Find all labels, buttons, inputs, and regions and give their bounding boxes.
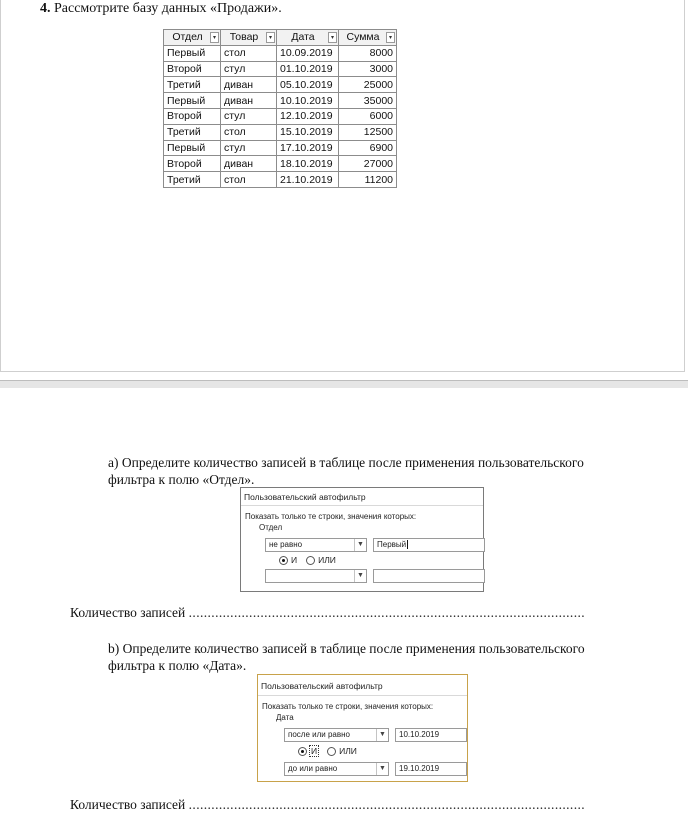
table-header-row: [164, 30, 397, 46]
field-name: Отдел: [259, 523, 283, 532]
table-row: [164, 156, 397, 172]
cell-item: стул: [221, 140, 277, 156]
cell-dept: Первый: [164, 93, 221, 109]
cell-date: 18.10.2019: [277, 156, 339, 172]
cell-dept: Второй: [164, 108, 221, 124]
cell-item: стул: [221, 108, 277, 124]
cell-sum: 8000: [339, 45, 397, 61]
and-label: И: [311, 746, 318, 756]
table-row: [164, 93, 397, 109]
answer-blank[interactable]: .........................................................................................................: [188, 797, 586, 812]
answer-line-b: [70, 797, 648, 813]
chevron-down-icon[interactable]: ▼: [376, 763, 388, 775]
condition1-select[interactable]: после или равно ▼: [284, 728, 389, 742]
dialog-title: Пользовательский автофильтр: [261, 681, 383, 691]
condition1-select[interactable]: не равно ▼: [265, 538, 367, 552]
condition2-select[interactable]: [265, 569, 367, 583]
dialog-caption: Показать только те строки, значения которых:: [245, 512, 417, 521]
question-a-line2: фильтра к полю «Отдел».: [108, 472, 255, 487]
table-row: [164, 45, 397, 61]
filter-dropdown-icon[interactable]: ▾: [386, 32, 395, 43]
task-number: 4.: [40, 1, 51, 16]
logic-radio-group: [298, 746, 357, 756]
divider: [258, 695, 467, 696]
filter-dropdown-icon[interactable]: ▾: [266, 32, 275, 43]
cell-sum: 25000: [339, 77, 397, 93]
cell-item: стул: [221, 61, 277, 77]
cell-date: 17.10.2019: [277, 140, 339, 156]
cell-item: диван: [221, 93, 277, 109]
cell-sum: 6000: [339, 108, 397, 124]
chevron-down-icon[interactable]: ▼: [354, 570, 366, 582]
question-a-line1: a) Определите количество записей в таблице после применения пользовательского: [108, 455, 584, 470]
cell-dept: Второй: [164, 156, 221, 172]
question-a: [108, 454, 648, 488]
answer-label: Количество записей: [70, 797, 186, 812]
value1-input[interactable]: 10.10.2019: [395, 728, 467, 742]
cell-dept: Первый: [164, 45, 221, 61]
header-date[interactable]: Дата ▾: [277, 30, 339, 46]
cell-date: 10.10.2019: [277, 93, 339, 109]
cell-sum: 12500: [339, 124, 397, 140]
cell-sum: 3000: [339, 61, 397, 77]
task-heading: [40, 1, 282, 17]
cell-dept: Третий: [164, 172, 221, 188]
or-radio[interactable]: [306, 556, 315, 565]
field-name: Дата: [276, 713, 294, 722]
and-radio[interactable]: [279, 556, 288, 565]
document-page-1: [0, 0, 688, 380]
header-sum[interactable]: Сумма ▾: [339, 30, 397, 46]
value1-input[interactable]: Первый: [373, 538, 485, 552]
dialog-title: Пользовательский автофильтр: [244, 492, 366, 502]
table-row: [164, 77, 397, 93]
cell-dept: Второй: [164, 61, 221, 77]
page-separator: [0, 380, 688, 388]
cell-date: 05.10.2019: [277, 77, 339, 93]
cell-date: 12.10.2019: [277, 108, 339, 124]
filter-dropdown-icon[interactable]: ▾: [328, 32, 337, 43]
chevron-down-icon[interactable]: ▼: [354, 539, 366, 551]
table-row: [164, 140, 397, 156]
cell-item: диван: [221, 77, 277, 93]
header-item[interactable]: Товар ▾: [221, 30, 277, 46]
cell-date: 01.10.2019: [277, 61, 339, 77]
or-label: ИЛИ: [339, 746, 357, 756]
cell-item: стол: [221, 124, 277, 140]
custom-autofilter-dialog-b: [257, 674, 468, 782]
divider: [241, 505, 483, 506]
question-b: [108, 640, 648, 674]
answer-label: Количество записей: [70, 605, 186, 620]
table-row: [164, 108, 397, 124]
cell-date: 21.10.2019: [277, 172, 339, 188]
table-row: [164, 172, 397, 188]
value2-input[interactable]: 19.10.2019: [395, 762, 467, 776]
logic-radio-group: [279, 555, 336, 565]
and-label: И: [291, 555, 298, 565]
question-b-line1: b) Определите количество записей в таблице после применения пользовательского: [108, 641, 585, 656]
cell-item: диван: [221, 156, 277, 172]
table-row: [164, 61, 397, 77]
custom-autofilter-dialog-a: [240, 487, 484, 592]
chevron-down-icon[interactable]: ▼: [376, 729, 388, 741]
or-radio[interactable]: [327, 747, 336, 756]
answer-line-a: [70, 605, 645, 621]
or-label: ИЛИ: [318, 555, 336, 565]
and-radio[interactable]: [298, 747, 307, 756]
cell-sum: 6900: [339, 140, 397, 156]
task-text: Рассмотрите базу данных «Продажи».: [54, 1, 282, 16]
cell-date: 15.10.2019: [277, 124, 339, 140]
cell-dept: Третий: [164, 77, 221, 93]
condition2-select[interactable]: до или равно ▼: [284, 762, 389, 776]
value2-input[interactable]: [373, 569, 485, 583]
header-dept[interactable]: Отдел ▾: [164, 30, 221, 46]
cell-dept: Первый: [164, 140, 221, 156]
dialog-caption: Показать только те строки, значения которых:: [262, 702, 434, 711]
filter-dropdown-icon[interactable]: ▾: [210, 32, 219, 43]
cell-date: 10.09.2019: [277, 45, 339, 61]
cell-sum: 11200: [339, 172, 397, 188]
cell-dept: Третий: [164, 124, 221, 140]
answer-blank[interactable]: .........................................................................................................: [188, 605, 586, 620]
cell-item: стол: [221, 45, 277, 61]
cell-item: стол: [221, 172, 277, 188]
table-row: [164, 124, 397, 140]
cell-sum: 27000: [339, 156, 397, 172]
cell-sum: 35000: [339, 93, 397, 109]
question-b-line2: фильтра к полю «Дата».: [108, 658, 247, 673]
sales-table: [163, 29, 397, 188]
